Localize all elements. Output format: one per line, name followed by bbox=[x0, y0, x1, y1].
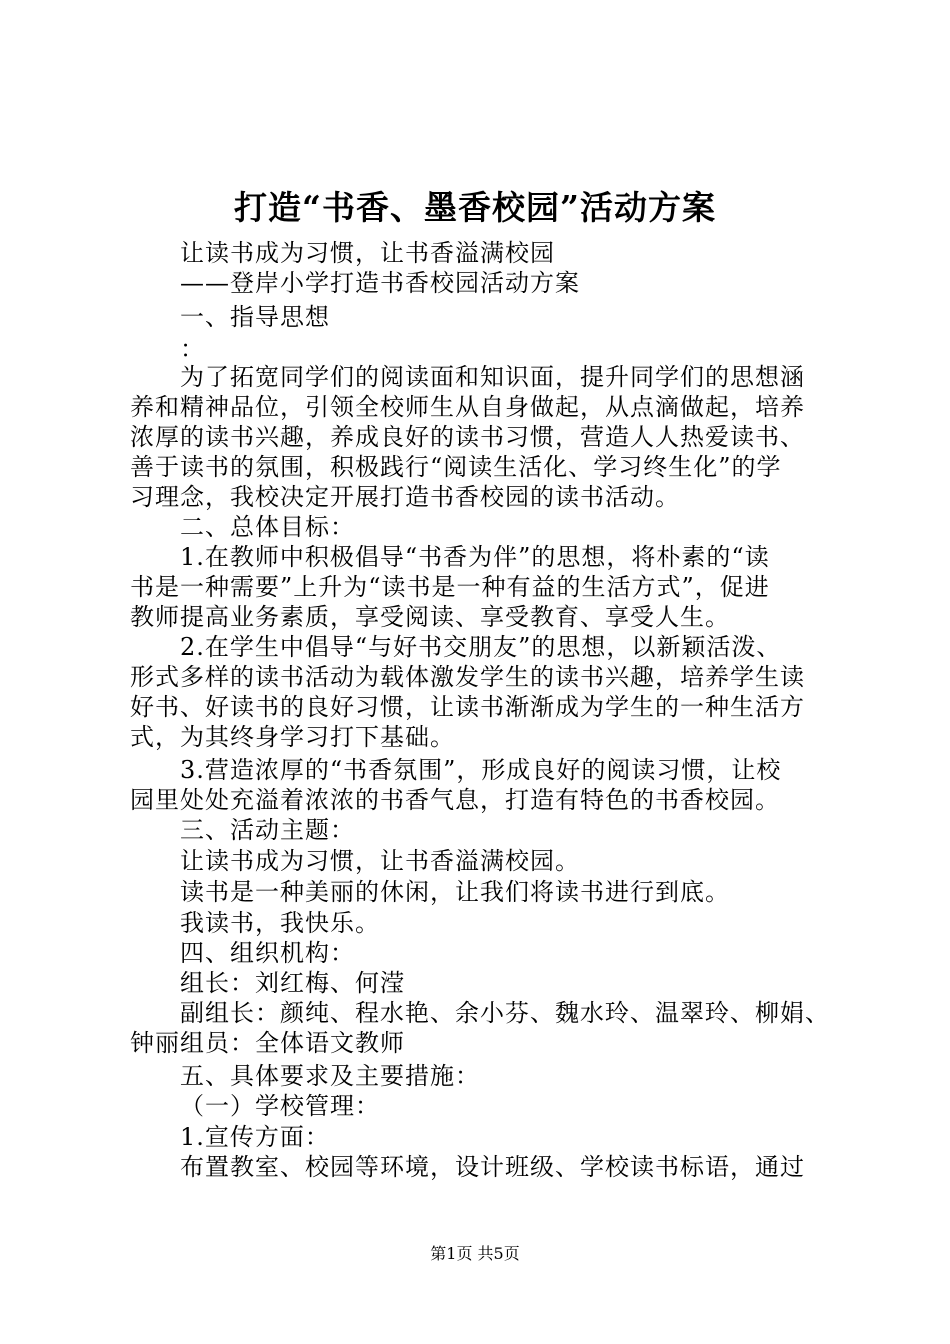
subsection-heading: （一）学校管理： bbox=[180, 1092, 380, 1120]
paragraph-line: 好书、好读书的良好习惯，让读书渐渐成为学生的一种生活方 bbox=[130, 693, 805, 721]
paragraph-line: 书是一种需要”上升为“读书是一种有益的生活方式”，促进 bbox=[130, 573, 770, 601]
document-subtitle-school: ——登岸小学打造书香校园活动方案 bbox=[180, 269, 580, 297]
text-line: 读书是一种美丽的休闲，让我们将读书进行到底。 bbox=[180, 878, 730, 906]
document-subtitle: 让读书成为习惯，让书香溢满校园 bbox=[180, 239, 555, 267]
page-footer: 第1页 共5页 bbox=[430, 1244, 520, 1263]
section-heading: 二、总体目标： bbox=[180, 513, 355, 541]
section-heading: 一、指导思想 bbox=[180, 303, 330, 331]
text-line: 让读书成为习惯，让书香溢满校园。 bbox=[180, 847, 580, 875]
paragraph-line: 浓厚的读书兴趣，养成良好的读书习惯，营造人人热爱读书、 bbox=[130, 423, 805, 451]
text-line: 副组长：颜纯、程水艳、余小芬、魏水玲、温翠玲、柳娟、 bbox=[180, 999, 830, 1027]
section-heading: 五、具体要求及主要措施： bbox=[180, 1062, 480, 1090]
subsection-heading: 1.宣传方面： bbox=[180, 1123, 330, 1151]
text-line: 钟丽组员：全体语文教师 bbox=[130, 1029, 405, 1057]
section-heading: 三、活动主题： bbox=[180, 816, 355, 844]
paragraph-line: 园里处处充溢着浓浓的书香气息，打造有特色的书香校园。 bbox=[130, 786, 780, 814]
paragraph-line: 式，为其终身学习打下基础。 bbox=[130, 723, 455, 751]
paragraph-line: 习理念，我校决定开展打造书香校园的读书活动。 bbox=[130, 483, 680, 511]
paragraph-line: 形式多样的读书活动为载体激发学生的读书兴趣，培养学生读 bbox=[130, 663, 805, 691]
text-line: ： bbox=[180, 335, 205, 363]
paragraph-line: 3.营造浓厚的“书香氛围”，形成良好的阅读习惯，让校 bbox=[180, 756, 782, 784]
paragraph-line: 2.在学生中倡导“与好书交朋友”的思想，以新颖活泼、 bbox=[180, 633, 782, 661]
paragraph-line: 善于读书的氛围，积极践行“阅读生活化、学习终生化”的学 bbox=[130, 453, 782, 481]
text-line: 组长：刘红梅、何滢 bbox=[180, 969, 405, 997]
text-line: 我读书，我快乐。 bbox=[180, 909, 380, 937]
paragraph-line: 1.在教师中积极倡导“书香为伴”的思想，将朴素的“读 bbox=[180, 543, 770, 571]
paragraph-line: 为了拓宽同学们的阅读面和知识面，提升同学们的思想涵 bbox=[180, 363, 805, 391]
document-title: 打造“书香、墨香校园”活动方案 bbox=[234, 188, 716, 227]
paragraph-line: 教师提高业务素质，享受阅读、享受教育、享受人生。 bbox=[130, 603, 730, 631]
section-heading: 四、组织机构： bbox=[180, 939, 355, 967]
paragraph-line: 布置教室、校园等环境，设计班级、学校读书标语，通过 bbox=[180, 1153, 805, 1181]
paragraph-line: 养和精神品位，引领全校师生从自身做起，从点滴做起，培养 bbox=[130, 393, 805, 421]
